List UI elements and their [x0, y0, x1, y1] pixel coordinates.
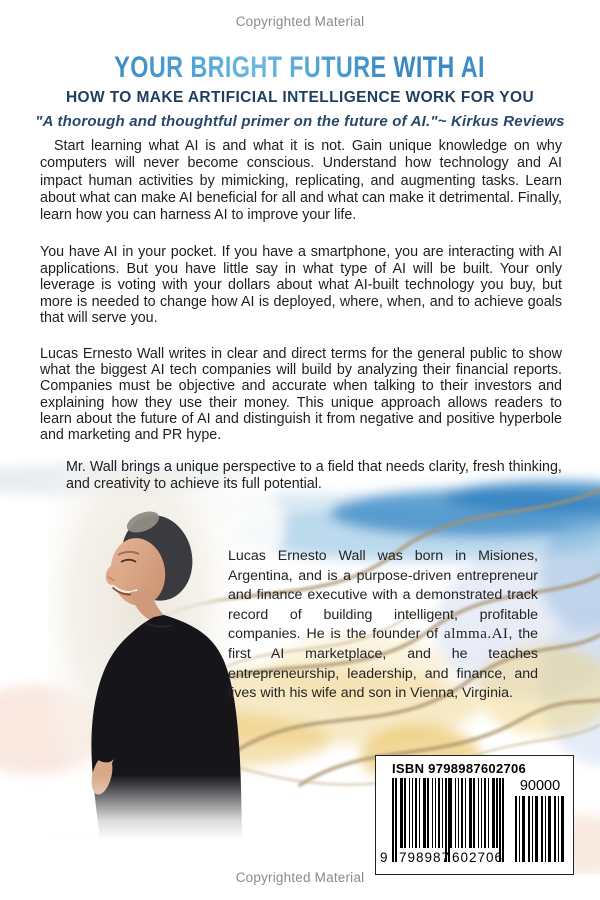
blurb-paragraph-1: Start learning what AI is and what it is not. Gain unique knowledge on why computers will never become conscious. Understand how technology and AI impact human activities by mimicking, replicating, and augmenting tasks. Learn about what can make AI beneficial for all and what can make it detrimental. Finally, learn how you can harness AI to improve your life.	[40, 138, 562, 224]
barcode-supplemental	[514, 778, 566, 868]
blurb-paragraph-4: Mr. Wall brings a unique perspective to a field that needs clarity, fresh thinking, and creativity to achieve its full potential.	[66, 459, 562, 492]
barcode-supplemental-bars	[515, 796, 565, 862]
barcode-digit-lead: 9	[380, 850, 388, 865]
copyright-watermark-bottom: Copyrighted Material	[235, 870, 365, 885]
brand-almma-ai: almma.AI	[444, 626, 509, 643]
book-title	[0, 48, 600, 85]
author-bio-part2: , the first AI marketplace, and he teaches entrepreneurship, leadership, and finance, and lives with his wife and son in Vienna, Virginia.	[228, 626, 539, 702]
barcode-digits-group2: 602706	[452, 850, 504, 865]
photo-bottom-fade	[48, 775, 248, 840]
isbn-barcode-box	[375, 755, 574, 875]
book-subtitle: HOW TO MAKE ARTIFICIAL INTELLIGENCE WORK FOR YOU	[65, 89, 535, 106]
barcode-row	[376, 778, 573, 870]
review-quote: "A thorough and thoughtful primer on the future of AI."~ Kirkus Reviews	[35, 113, 565, 130]
book-title-text: YOUR BRIGHT FUTURE WITH AI	[114, 51, 486, 84]
isbn-label: ISBN 9798987602706	[392, 761, 527, 776]
barcode-digits-group1: 798987	[399, 850, 451, 865]
blurb-paragraph-2: You have AI in your pocket. If you have a smartphone, you are interacting with AI applications. But you have little say in what type of AI will be built. Your only leverage is voting with your dollars about what AI-built technology you buy, but more is needed to change how AI is deployed, where, when, and to achieve goals that will serve you.	[40, 244, 562, 327]
barcode-digits	[380, 849, 510, 867]
author-bio	[228, 547, 538, 704]
author-bio-part1: Lucas Ernesto Wall was born in Misiones, Argentina, and is a purpose-driven entrepreneur and finance executive with a demonstrated track record of building intelligent, profitable companies. He is the founder of	[228, 548, 538, 643]
copyright-watermark-top: Copyrighted Material	[235, 14, 365, 29]
author-photo	[48, 460, 248, 840]
blurb-paragraph-3: Lucas Ernesto Wall writes in clear and direct terms for the general public to show what the biggest AI tech companies will build by analyzing their financial reports. Companies must be objective and accurate when talking to their investors and explaining how they use their money. This unique approach allows readers to learn about the future of AI and distinguish it from negative and positive hyperbole and marketing and PR hype.	[40, 346, 562, 444]
price-code: 90000	[519, 778, 561, 794]
barcode-main	[380, 778, 510, 868]
